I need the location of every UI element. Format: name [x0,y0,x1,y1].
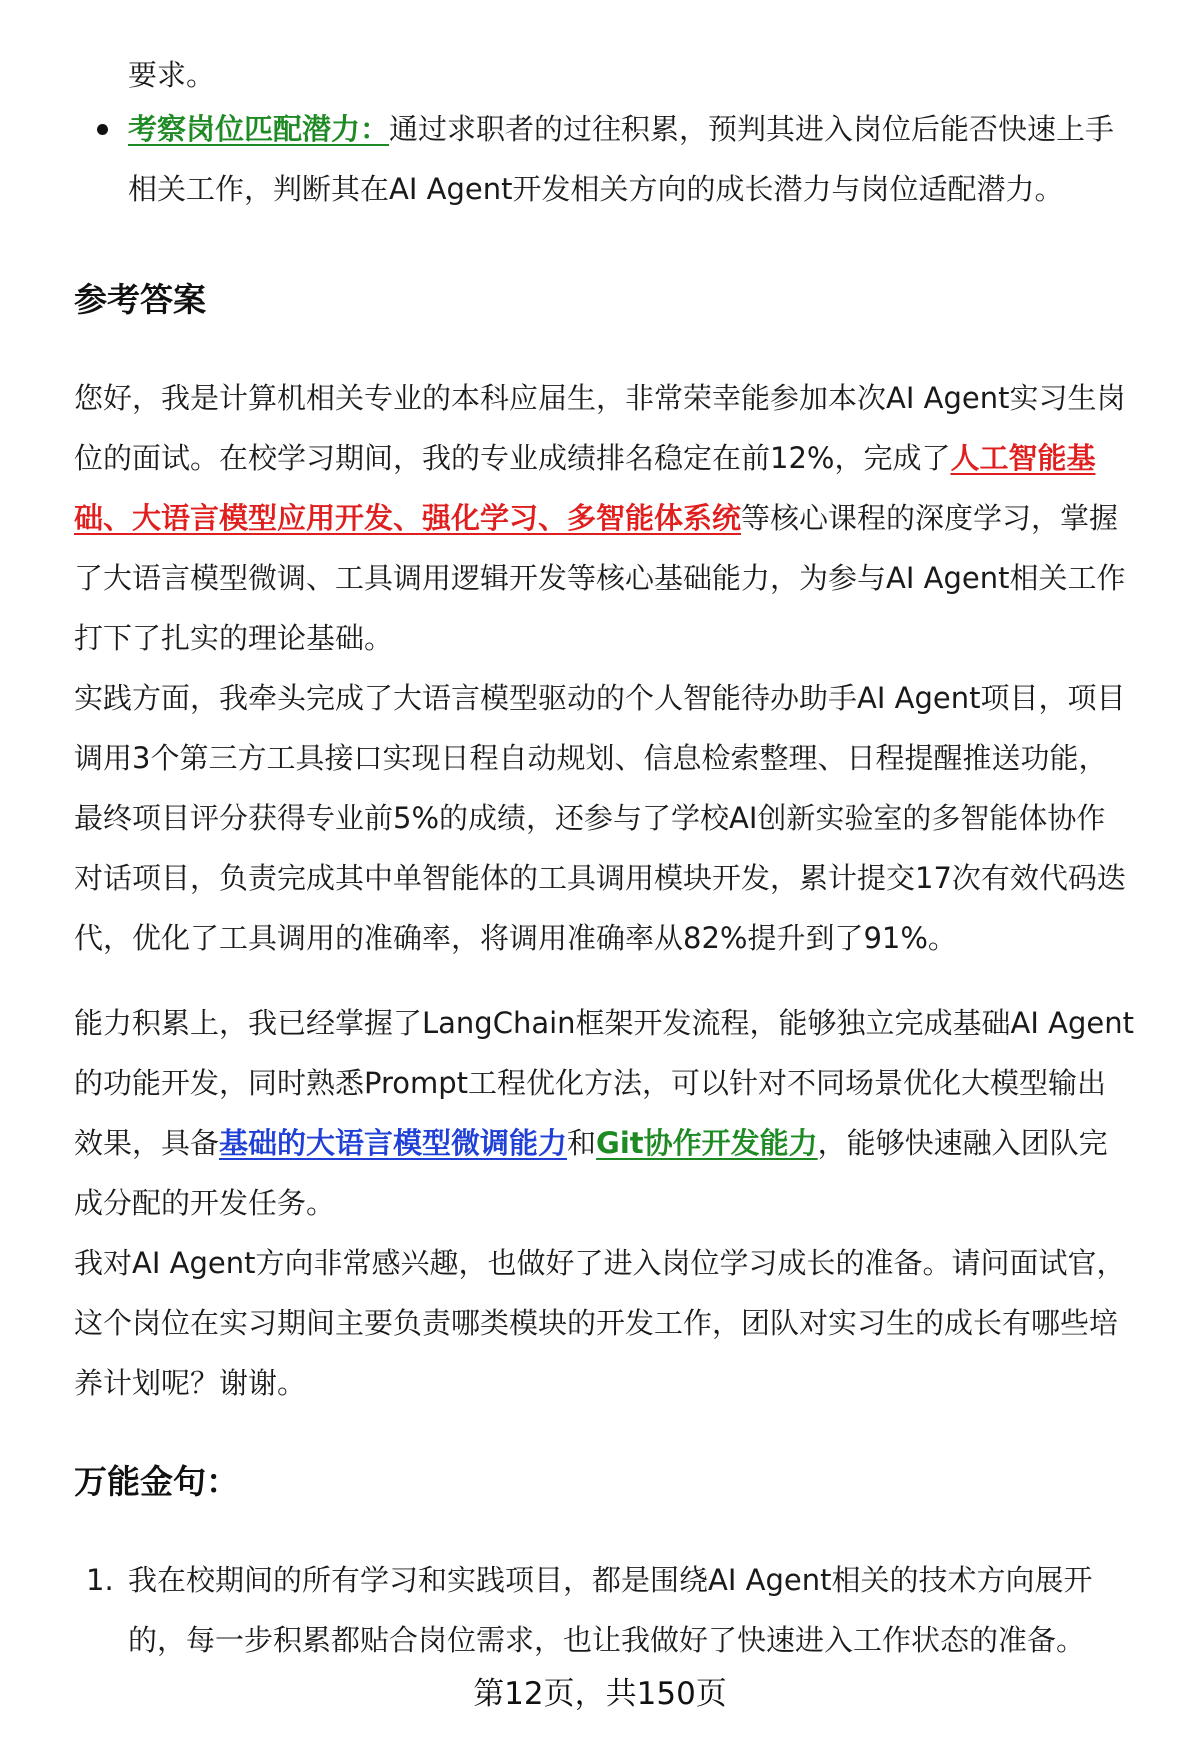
para3-line: 成分配的开发任务。 [74,1186,336,1220]
para3-line: 效果，具备 [74,1126,220,1160]
answer-paragraph-4 [74,1233,1164,1413]
para4-line: 这个岗位在实习期间主要负责哪类模块的开发工作，团队对实习生的成长有哪些培 [74,1306,1119,1340]
bullet-text-2: 相关工作，判断其在AI Agent开发相关方向的成长潜力与岗位适配潜力。 [128,172,1064,206]
para1-line: 您好，我是计算机相关专业的本科应届生，非常荣幸能参加本次AI Agent实习生岗 [74,381,1126,415]
page-footer: 第12页，共150页 [473,1676,727,1712]
para3-line: 和 [567,1126,597,1160]
para2-line: 调用3个第三方工具接口实现日程自动规划、信息检索整理、日程提醒推送功能， [74,741,1108,775]
para3-line: ，能够快速融入团队完 [817,1126,1108,1160]
para1-line: 打下了扎实的理论基础。 [74,621,394,655]
course-highlight: 础、大语言模型应用开发、强化学习、多智能体系统 [74,501,742,535]
continuation-text: 要求。 [128,58,216,92]
bullet-item [74,99,1154,219]
section-title-golden: 万能金句： [74,1462,239,1501]
para3-line: 的功能开发，同时熟悉Prompt工程优化方法，可以针对不同场景优化大模型输出 [74,1066,1107,1100]
para1-line: 了大语言模型微调、工具调用逻辑开发等核心基础能力，为参与AI Agent相关工作 [74,561,1126,595]
skill-highlight-blue: 基础的大语言模型微调能力 [219,1126,568,1160]
answer-paragraph-3 [74,993,1164,1233]
bullet-label: 考察岗位匹配潜力： [128,112,390,146]
para2-line: 实践方面，我牵头完成了大语言模型驱动的个人智能待办助手AI Agent项目，项目 [74,681,1126,715]
bullet-dot-icon [97,124,108,135]
list-number: 1. [86,1563,114,1597]
para2-line: 代，优化了工具调用的准确率，将调用准确率从82%提升到了91%。 [74,921,957,955]
list-item-line: 的，每一步积累都贴合岗位需求，也让我做好了快速进入工作状态的准备。 [128,1623,1086,1657]
para1-line: 位的面试。在校学习期间，我的专业成绩排名稳定在前12%，完成了 [74,441,951,475]
list-item-line: 我在校期间的所有学习和实践项目，都是围绕AI Agent相关的技术方向展开 [128,1563,1093,1597]
section-title-answer: 参考答案 [74,280,206,319]
para1-line: 等核心课程的深度学习，掌握 [741,501,1119,535]
para2-line: 最终项目评分获得专业前5%的成绩，还参与了学校AI创新实验室的多智能体协作 [74,801,1106,835]
para3-line: 能力积累上，我已经掌握了LangChain框架开发流程，能够独立完成基础AI Agent [74,1006,1135,1040]
bullet-text-1: 通过求职者的过往积累，预判其进入岗位后能否快速上手 [389,112,1115,146]
skill-highlight-green: Git协作开发能力 [596,1126,818,1160]
golden-list [74,1550,1164,1670]
course-highlight: 人工智能基 [950,441,1096,475]
para4-line: 养计划呢？谢谢。 [74,1366,307,1400]
list-item [74,1550,1164,1670]
para2-line: 对话项目，负责完成其中单智能体的工具调用模块开发，累计提交17次有效代码迭 [74,861,1126,895]
answer-paragraph-2 [74,668,1164,968]
answer-paragraph-1 [74,368,1164,668]
para4-line: 我对AI Agent方向非常感兴趣，也做好了进入岗位学习成长的准备。请问面试官， [74,1246,1126,1280]
